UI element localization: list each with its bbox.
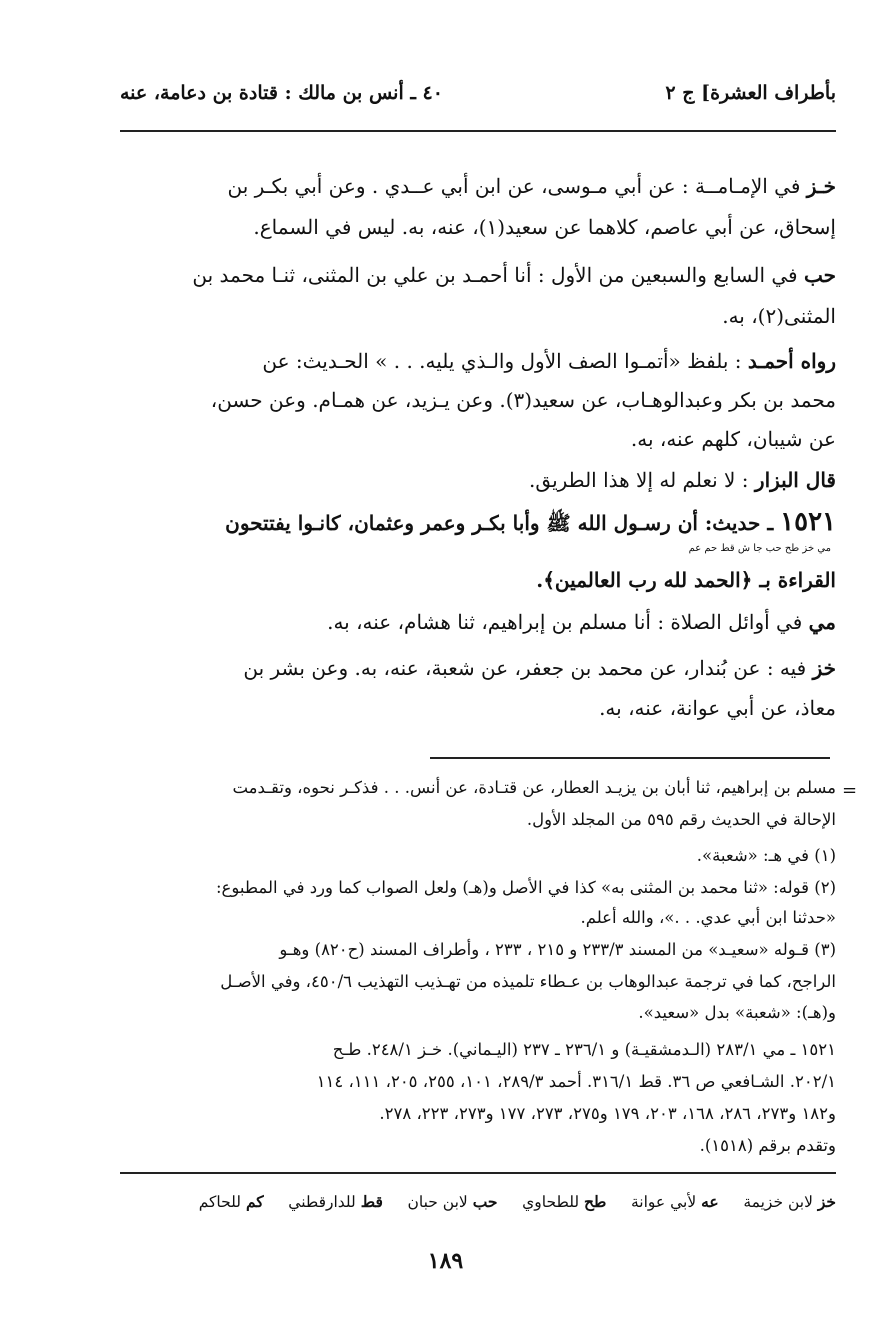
text-span: في الإمـامــة : عن أبي مـوسى، عن ابن أبي عــدي . وعن أبي بكـر بن bbox=[227, 174, 807, 198]
source-tags: مي خز طح حب جا ش قط حم عم bbox=[688, 543, 831, 554]
footnote-rule bbox=[430, 757, 830, 759]
text-line bbox=[120, 460, 836, 500]
text-span: فيه : عن بُندار، عن محمد بن جعفر، عن شعبة، عنه، به. وعن بشر بن bbox=[243, 656, 813, 680]
abbr-value: للطحاوي bbox=[522, 1193, 580, 1211]
footnote-line: و١٨٢ و٢٧٣، ٢٨٦، ١٦٨، ٢٠٣، ١٧٩ و٢٧٥، ٢٧٣، ١٧٧ و٢٧٣، ٢٢٣، ٢٧٨. bbox=[379, 1104, 836, 1123]
text-span: : لا نعلم له إلا هذا الطريق. bbox=[529, 468, 755, 492]
text-line bbox=[120, 648, 836, 688]
footnote-line: و(هـ): «شعبة» بدل «سعيد». bbox=[638, 1003, 836, 1022]
hadith-heading-text: ـ حديث: أن رسـول الله ﷺ وأبا بكـر وعمر وعثمان، كانـوا يفتتحون bbox=[225, 511, 781, 535]
footnote-line: (٢) قوله: «ثنا محمد بن المثنى به» كذا في الأصل و(هـ) ولعل الصواب كما ورد في المطبوع: bbox=[215, 878, 836, 897]
text-span: في أوائل الصلاة : أنا مسلم بن إبراهيم، ثنا هشام، عنه، به. bbox=[327, 610, 809, 634]
abbr-item bbox=[631, 1193, 719, 1211]
text-span: في السابع والسبعين من الأول : أنا أحمـد بن علي بن المثنى، ثنـا محمد بن bbox=[192, 263, 804, 287]
text-line bbox=[120, 602, 836, 642]
abbr-value: لأبي عوانة bbox=[630, 1193, 697, 1211]
abbr-item bbox=[743, 1193, 836, 1211]
text-line: عن شيبان، كلهم عنه، به. bbox=[630, 427, 836, 451]
source-symbol: مي bbox=[808, 610, 836, 634]
source-symbol: خز bbox=[812, 656, 836, 680]
text-line: إسحاق، عن أبي عاصم، كلاهما عن سعيد(١)، عنه، به. ليس في السماع. bbox=[253, 215, 836, 239]
footnote-line: الإحالة في الحديث رقم ٥٩٥ من المجلد الأول. bbox=[526, 810, 836, 829]
narrator-label: رواه أحمـد bbox=[747, 349, 836, 373]
footnote-line: ١٥٢١ ـ مي ٢٨٣/١ (الـدمشقيـة) و ٢٣٦/١ ـ ٢٣٧ (اليـماني). خـز ٢٤٨/١. طـح bbox=[332, 1040, 836, 1059]
abbr-value: لابن حبان bbox=[407, 1193, 468, 1211]
text-line bbox=[120, 166, 836, 206]
abbr-key: عه bbox=[701, 1192, 719, 1211]
header-chapter-title: ٤٠ ـ أنس بن مالك : قتادة بن دعامة، عنه bbox=[120, 82, 443, 104]
hadith-heading bbox=[120, 502, 836, 543]
abbreviations-rule bbox=[120, 1172, 836, 1174]
abbr-key: طح bbox=[584, 1192, 607, 1211]
page-number: ١٨٩ bbox=[427, 1248, 464, 1274]
abbr-value: للحاكم bbox=[198, 1193, 241, 1211]
source-symbol: خـز bbox=[806, 174, 836, 198]
text-line: المثنى(٢)، به. bbox=[722, 304, 836, 328]
narrator-label: قال البزار bbox=[754, 468, 836, 492]
footnote-line: (١) في هـ: «شعبة». bbox=[696, 846, 836, 865]
footnote-line: مسلم بن إبراهيم، ثنا أبان بن يزيـد العطار، عن قتـادة، عن أنس. . . فذكـر نحوه، وتقـدمت bbox=[232, 778, 836, 797]
hadith-heading-cont: القراءة بـ ﴿الحمد لله رب العالمين﴾. bbox=[536, 568, 836, 592]
abbr-key: كم bbox=[245, 1192, 264, 1211]
abbr-value: لابن خزيمة bbox=[743, 1193, 813, 1211]
abbr-item bbox=[522, 1193, 606, 1211]
abbr-item bbox=[288, 1193, 383, 1211]
source-symbol: حب bbox=[803, 263, 836, 287]
header-book-title: بأطراف العشرة] ج ٢ bbox=[665, 82, 836, 104]
continuation-mark: = bbox=[842, 780, 858, 801]
text-line bbox=[120, 341, 836, 381]
text-line: معاذ، عن أبي عوانة، عنه، به. bbox=[599, 696, 836, 720]
abbr-key: قط bbox=[360, 1192, 383, 1211]
abbr-key: حب bbox=[472, 1192, 498, 1211]
footnote-line: (٣) قـوله «سعيـد» من المسند ٢٣٣/٣ و ٢١٥ ، ٢٣٣ ، وأطراف المسند (ح٨٢٠) وهـو bbox=[279, 940, 836, 959]
footnote-line: وتقدم برقم (١٥١٨). bbox=[699, 1136, 836, 1155]
abbreviations-key bbox=[120, 1192, 836, 1211]
text-line: محمد بن بكر وعبدالوهـاب، عن سعيد(٣). وعن يـزيد، عن همـام. وعن حسن، bbox=[210, 388, 836, 412]
footnote-line: الراجح، كما في ترجمة عبدالوهاب بن عـطاء تلميذه من تهـذيب التهذيب ٤٥٠/٦، وفي الأصـل bbox=[220, 972, 836, 991]
header-rule bbox=[120, 130, 836, 132]
text-span: : بلفظ «أتمـوا الصف الأول والـذي يليه. . . » الحـديث: عن bbox=[262, 349, 748, 373]
text-line bbox=[120, 255, 836, 295]
footnote-line: ٢٠٢/١. الشـافعي ص ٣٦. قط ٣١٦/١. أحمد ٢٨٩/٣، ١٠١، ٢٥٥، ٢٠٥، ١١١، ١١٤ bbox=[316, 1072, 836, 1091]
abbr-key: خز bbox=[817, 1192, 836, 1211]
running-header bbox=[120, 82, 836, 116]
footnote-line: «حدثنا ابن أبي عدي. . .»، والله أعلم. bbox=[580, 908, 836, 927]
abbr-item bbox=[408, 1193, 498, 1211]
abbr-value: للدارقطني bbox=[288, 1193, 356, 1211]
abbr-item bbox=[199, 1193, 264, 1211]
hadith-number: ١٥٢١ bbox=[780, 507, 836, 537]
